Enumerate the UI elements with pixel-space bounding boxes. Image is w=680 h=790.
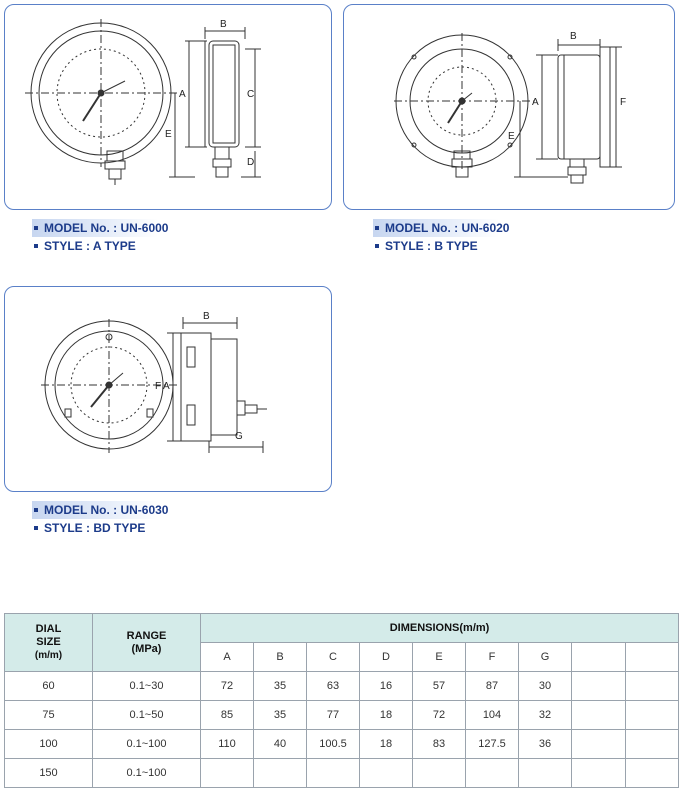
style-label: STYLE : B TYPE xyxy=(385,239,478,253)
dimension-column-header: C xyxy=(307,643,360,672)
dimension-cell: 127.5 xyxy=(466,730,519,759)
style-label: STYLE : A TYPE xyxy=(44,239,136,253)
dim-label-e: E xyxy=(165,129,172,140)
dim-label-b: B xyxy=(220,19,227,30)
range-cell: 0.1~100 xyxy=(93,759,201,788)
dimension-cell xyxy=(626,701,679,730)
dimension-column-header: B xyxy=(254,643,307,672)
dial-size-header-line: DIAL xyxy=(35,623,62,635)
table-row xyxy=(5,672,679,701)
caption-bd-type xyxy=(34,501,168,537)
caption-a-type xyxy=(34,219,168,255)
table-body xyxy=(5,672,679,788)
dimension-cell: 16 xyxy=(360,672,413,701)
dimension-cell: 110 xyxy=(201,730,254,759)
dimension-cell xyxy=(572,759,626,788)
dim-label-c: C xyxy=(247,89,255,100)
dim-label-e: E xyxy=(508,131,515,142)
dimensions-header: DIMENSIONS(m/m) xyxy=(201,614,679,643)
dimension-cell xyxy=(572,672,626,701)
dimension-cell: 35 xyxy=(254,672,307,701)
dimension-cell: 35 xyxy=(254,701,307,730)
range-cell: 0.1~30 xyxy=(93,672,201,701)
dimension-cell: 87 xyxy=(466,672,519,701)
dimension-cell: 72 xyxy=(201,672,254,701)
dimension-cell xyxy=(254,759,307,788)
gauge-needle xyxy=(448,101,462,123)
gauge-needle xyxy=(91,385,109,407)
dimension-cell xyxy=(572,701,626,730)
table-row xyxy=(5,701,679,730)
dimension-cell xyxy=(626,672,679,701)
dimension-cell xyxy=(572,730,626,759)
dimension-cell xyxy=(466,759,519,788)
dimension-column-header: A xyxy=(201,643,254,672)
dimension-cell: 63 xyxy=(307,672,360,701)
dimension-column-header: D xyxy=(360,643,413,672)
dimension-cell xyxy=(360,759,413,788)
dimension-cell: 36 xyxy=(519,730,572,759)
dimension-cell: 30 xyxy=(519,672,572,701)
dimension-column-header: F xyxy=(466,643,519,672)
dial-size-header xyxy=(5,614,93,672)
dimension-cell: 72 xyxy=(413,701,466,730)
dimension-cell: 100.5 xyxy=(307,730,360,759)
dim-label-g: G xyxy=(235,431,243,442)
dim-label-d: D xyxy=(247,157,255,168)
table-row xyxy=(5,759,679,788)
dial-size-cell: 75 xyxy=(5,701,93,730)
caption-b-type xyxy=(375,219,509,255)
gauge-drawing-a-type xyxy=(5,5,331,209)
dimension-column-header: E xyxy=(413,643,466,672)
dimension-cell xyxy=(413,759,466,788)
dimension-column-header xyxy=(626,643,679,672)
dial-size-cell: 60 xyxy=(5,672,93,701)
drawing-panel-bd-type xyxy=(4,286,332,492)
range-header-unit: (MPa) xyxy=(131,642,162,655)
dimensions-table xyxy=(4,613,679,788)
dim-label-a: A xyxy=(163,381,170,392)
dim-label-b: B xyxy=(570,31,577,42)
dimension-cell xyxy=(201,759,254,788)
dimension-cell xyxy=(519,759,572,788)
dimension-column-header xyxy=(572,643,626,672)
dial-size-header-line: SIZE xyxy=(36,636,61,648)
dimension-cell: 85 xyxy=(201,701,254,730)
dim-label-b: B xyxy=(203,311,210,322)
range-cell: 0.1~50 xyxy=(93,701,201,730)
dimension-cell: 18 xyxy=(360,701,413,730)
dim-label-a: A xyxy=(179,89,186,100)
dial-size-header-unit: (m/m) xyxy=(34,650,63,661)
dimension-cell: 104 xyxy=(466,701,519,730)
dim-label-a: A xyxy=(532,97,539,108)
dim-label-f: F xyxy=(155,381,162,392)
model-number: MODEL No. : UN-6000 xyxy=(44,221,169,235)
dimension-cell xyxy=(307,759,360,788)
dial-size-cell: 150 xyxy=(5,759,93,788)
range-header xyxy=(93,614,201,672)
dimension-cell: 32 xyxy=(519,701,572,730)
model-number: MODEL No. : UN-6020 xyxy=(385,221,510,235)
model-number: MODEL No. : UN-6030 xyxy=(44,503,169,517)
gauge-needle xyxy=(83,93,101,121)
dim-label-f: F xyxy=(620,97,627,108)
style-label: STYLE : BD TYPE xyxy=(44,521,146,535)
dial-size-cell: 100 xyxy=(5,730,93,759)
range-header-line: RANGE xyxy=(126,629,167,642)
drawing-panel-b-type xyxy=(343,4,675,210)
dimension-cell: 83 xyxy=(413,730,466,759)
drawing-panel-a-type xyxy=(4,4,332,210)
dimension-column-header: G xyxy=(519,643,572,672)
dimension-cell xyxy=(626,759,679,788)
dimension-cell: 40 xyxy=(254,730,307,759)
dimension-cell xyxy=(626,730,679,759)
range-cell: 0.1~100 xyxy=(93,730,201,759)
dimension-cell: 77 xyxy=(307,701,360,730)
dimension-cell: 57 xyxy=(413,672,466,701)
table-row xyxy=(5,730,679,759)
dimension-cell: 18 xyxy=(360,730,413,759)
